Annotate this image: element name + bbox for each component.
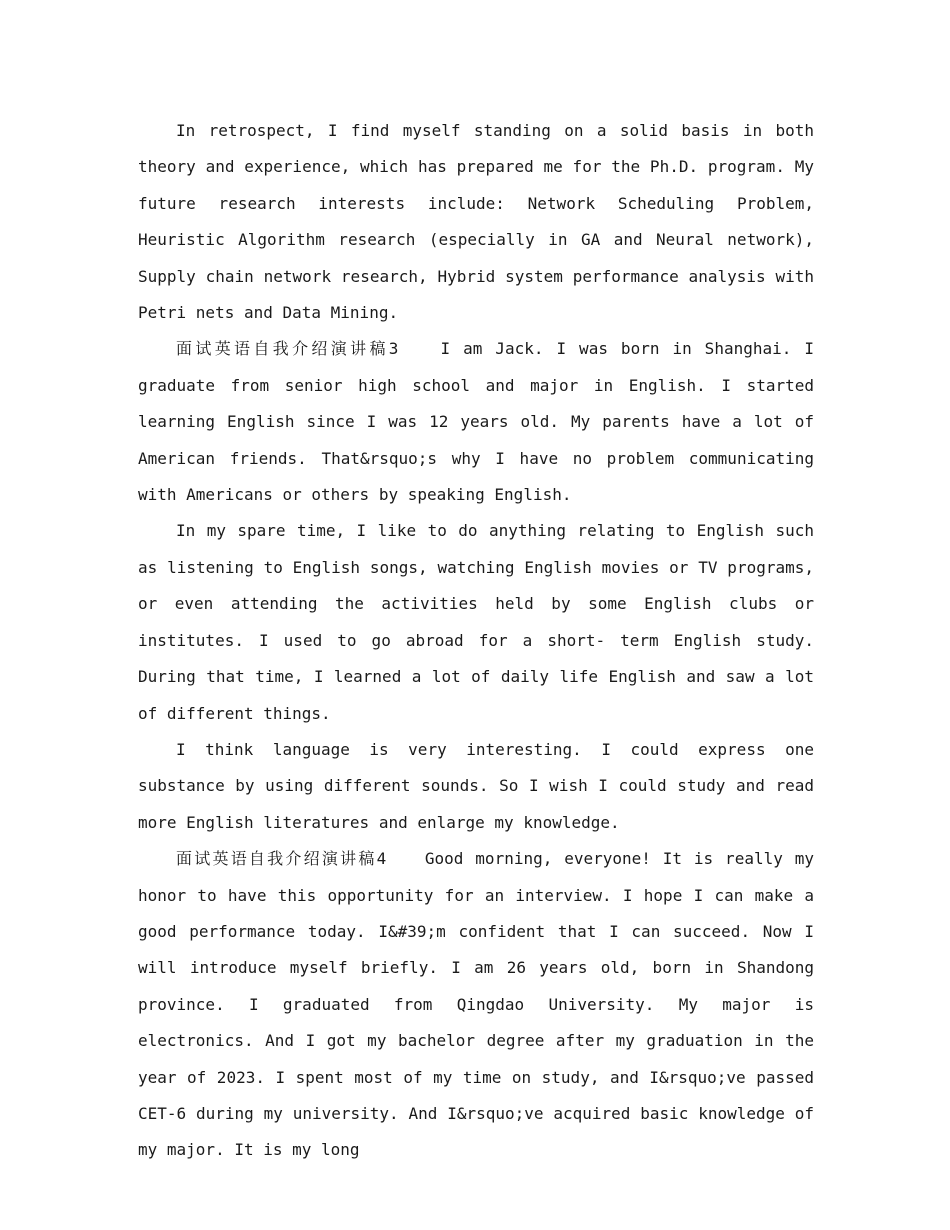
paragraph-speech-3: 面试英语自我介绍演讲稿3 I am Jack. I was born in Shanghai. I graduate from senior high school and major in English. I started learning English since I was 12 years old. My parents have a lot of American friends. That&rsquo;s why I have no problem communicating with Americans or others by speaking English. bbox=[138, 339, 814, 505]
paragraph-language: I think language is very interesting. I could express one substance by using different sounds. So I wish I could study and read more English literatures and enlarge my knowledge. bbox=[138, 739, 814, 832]
paragraph-spare-time: In my spare time, I like to do anything relating to English such as listening to English songs, watching English movies or TV programs, or even attending the activities held by some English clubs or institutes. I used to go abroad for a short- term English study. During that time, I learned a lot of daily life English and saw a lot of different things. bbox=[138, 521, 814, 723]
paragraph-retrospect: In retrospect, I find myself standing on a solid basis in both theory and experience, which has prepared me for the Ph.D. program. My future research interests include: Network Scheduling Problem, Heuristic Algorithm research (especially in GA and Neural network), Supply chain network research, Hybrid system performance analysis with Petri nets and Data Mining. bbox=[138, 121, 814, 323]
paragraph-speech-4: 面试英语自我介绍演讲稿4 Good morning, everyone! It is really my honor to have this opportunity for an interview. I hope I can make a good performance today. I&#39;m confident that I can succeed. Now I will introduce myself briefly. I am 26 years old, born in Shandong province. I graduated from Qingdao University. My major is electronics. And I got my bachelor degree after my graduation in the year of 2023. I spent most of my time on study, and I&rsquo;ve passed CET-6 during my university. And I&rsquo;ve acquired basic knowledge of my major. It is my long bbox=[138, 849, 814, 1160]
document-body bbox=[138, 113, 814, 1169]
